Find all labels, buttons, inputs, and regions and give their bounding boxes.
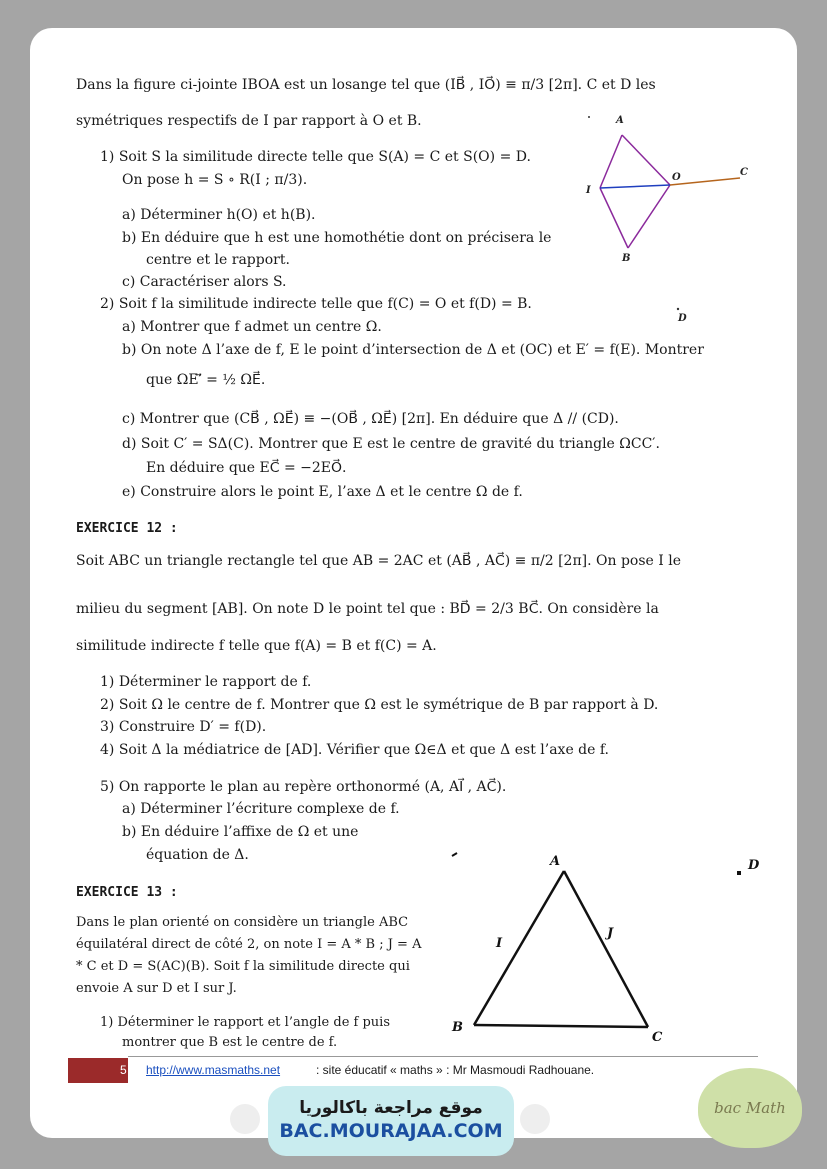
rhombus-figure	[570, 105, 770, 335]
label-A: A	[550, 854, 561, 869]
q2-line: 2) Soit f la similitude indirecte telle que f(C) = O et f(D) = B.	[100, 296, 532, 312]
label-D: D	[678, 313, 687, 324]
q1-b-1: b) En déduire que h est une homothétie dont on précisera le	[122, 230, 552, 246]
bac-mourajaa-banner[interactable]	[268, 1086, 514, 1156]
label-C: C	[740, 167, 748, 178]
ex13-q1-b: montrer que B est le centre de f.	[122, 1035, 338, 1050]
segment-BI	[600, 188, 628, 248]
stray-dot	[588, 116, 590, 118]
ex12-line-2: milieu du segment [AB]. On note D le point tel que : BD⃗ = 2/3 BC⃗. On considère la	[76, 601, 659, 617]
segment-IO	[600, 185, 670, 188]
segment-AO	[622, 135, 670, 185]
ex12-q5-b-1: b) En déduire l’affixe de Ω et une	[122, 824, 359, 840]
point-D-dot	[677, 308, 679, 310]
label-I: I	[496, 936, 503, 951]
banner-arabic-title: موقع مراجعة باكالوريا	[299, 1098, 483, 1118]
ex13-line-4: envoie A sur D et I sur J.	[76, 981, 237, 996]
q1-a: a) Déterminer h(O) et h(B).	[122, 207, 316, 223]
segment-IA	[600, 135, 622, 188]
label-I: I	[586, 185, 591, 196]
q1-line: 1) Soit S la similitude directe telle que S(A) = C et S(O) = D.	[100, 149, 531, 165]
ex13-q1-a: 1) Déterminer le rapport et l’angle de f puis	[100, 1015, 390, 1030]
label-A: A	[616, 115, 624, 126]
intro-line-2: symétriques respectifs de I par rapport à O et B.	[76, 113, 422, 129]
q1-b-2: centre et le rapport.	[146, 252, 290, 268]
exercise-13-title: EXERCICE 13 :	[76, 885, 178, 900]
label-O: O	[672, 172, 681, 183]
ex12-q3: 3) Construire D′ = f(D).	[100, 719, 267, 735]
ex12-q5-b-2: équation de Δ.	[146, 847, 249, 863]
exercise-12-title: EXERCICE 12 :	[76, 521, 178, 536]
q2-b-2: que ΩE′⃗ = ½ ΩE⃗.	[146, 372, 266, 388]
right-badge-icon	[520, 1104, 550, 1134]
segment-AB	[474, 871, 564, 1025]
banner-site-name: BAC.MOURAJAA.COM	[279, 1120, 503, 1142]
q1-c: c) Caractériser alors S.	[122, 274, 287, 290]
ex12-line-1: Soit ABC un triangle rectangle tel que AB = 2AC et (AB⃗ , AC⃗) ≡ π/2 [2π]. On pose I le	[76, 553, 682, 569]
q2-b-1: b) On note Δ l’axe de f, E le point d’intersection de Δ et (OC) et E′ = f(E). Montrer	[122, 342, 704, 358]
q2-c: c) Montrer que (CB⃗ , ΩE⃗) ≡ −(OB⃗ , ΩE⃗) [2π]. En déduire que Δ // (CD).	[122, 411, 619, 427]
footer-credit: : site éducatif « maths » : Mr Masmoudi Radhouane.	[316, 1063, 595, 1077]
label-B: B	[452, 1020, 463, 1035]
footer-page-bar	[68, 1058, 128, 1083]
intro-line-1: Dans la figure ci-jointe IBOA est un losange tel que (IB⃗ , IO⃗) ≡ π/3 [2π]. C et D les	[76, 77, 656, 93]
label-J: J	[607, 926, 614, 941]
ex12-q5-a: a) Déterminer l’écriture complexe de f.	[122, 801, 400, 817]
tick-mark	[452, 853, 457, 856]
left-badge-icon	[230, 1104, 260, 1134]
segment-BC	[474, 1025, 648, 1027]
triangle-figure	[440, 845, 770, 1045]
label-C: C	[652, 1030, 663, 1045]
q1-pose: On pose h = S ∘ R(I ; π/3).	[122, 172, 308, 188]
bac-math-logo: bac Math	[698, 1068, 802, 1148]
ex13-line-3: * C et D = S(AC)(B). Soit f la similitude directe qui	[76, 959, 410, 974]
ex12-line-3: similitude indirecte f telle que f(A) = B et f(C) = A.	[76, 638, 437, 654]
footer-rule	[128, 1056, 758, 1057]
ex13-line-1: Dans le plan orienté on considère un triangle ABC	[76, 915, 409, 930]
segment-OB	[628, 185, 670, 248]
ex12-q4: 4) Soit Δ la médiatrice de [AD]. Vérifier que Ω∈Δ et que Δ est l’axe de f.	[100, 742, 610, 758]
ex13-line-2: équilatéral direct de côté 2, on note I = A * B ; J = A	[76, 937, 422, 952]
point-D-marker	[737, 871, 741, 875]
ex12-q5: 5) On rapporte le plan au repère orthonormé (A, AI⃗ , AC⃗).	[100, 779, 507, 795]
ex12-q2: 2) Soit Ω le centre de f. Montrer que Ω est le symétrique de B par rapport à D.	[100, 697, 659, 713]
q2-d-1: d) Soit C′ = SΔ(C). Montrer que E est le centre de gravité du triangle ΩCC′.	[122, 436, 660, 452]
label-D: D	[748, 858, 760, 873]
footer-site-link[interactable]: http://www.masmaths.net	[146, 1063, 281, 1077]
q2-d-2: En déduire que EC⃗ = −2EO⃗.	[146, 460, 347, 476]
q2-e: e) Construire alors le point E, l’axe Δ et le centre Ω de f.	[122, 484, 523, 500]
segment-AC	[564, 871, 648, 1027]
ex12-q1: 1) Déterminer le rapport de f.	[100, 674, 312, 690]
label-B: B	[622, 253, 631, 264]
page-number: 5	[120, 1063, 127, 1077]
q2-a: a) Montrer que f admet un centre Ω.	[122, 319, 382, 335]
